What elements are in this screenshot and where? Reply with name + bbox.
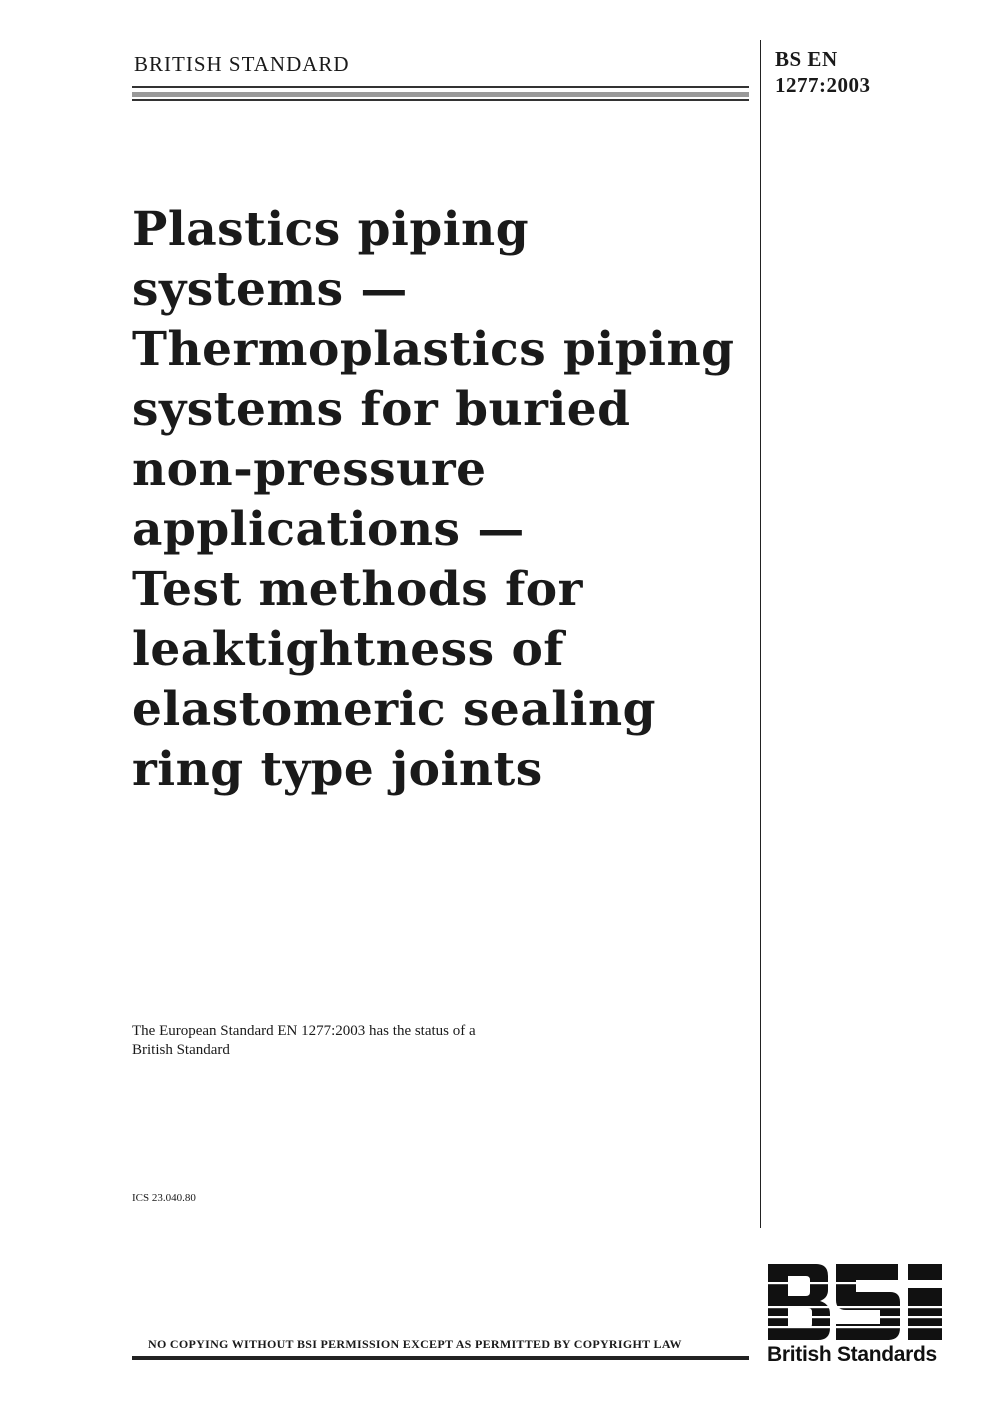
title-line: Thermoplastics piping bbox=[132, 322, 735, 377]
title-line: elastomeric sealing bbox=[132, 682, 657, 737]
header-rule-top bbox=[132, 86, 749, 88]
title-line: Plastics piping bbox=[132, 202, 530, 257]
header-rule-bottom bbox=[132, 99, 749, 101]
status-line1: The European Standard EN 1277:2003 has the status of a bbox=[132, 1023, 476, 1039]
footer-rule bbox=[132, 1356, 749, 1360]
title-line: leaktightness of bbox=[132, 622, 565, 677]
bsi-logo-caption: British Standards bbox=[767, 1343, 937, 1366]
header-rule-middle bbox=[132, 92, 749, 97]
standard-number-line1: BS EN bbox=[775, 47, 838, 71]
document-type-label: BRITISH STANDARD bbox=[134, 52, 350, 76]
status-statement bbox=[132, 1022, 476, 1060]
title-line: applications — bbox=[132, 502, 525, 557]
title-line: non-pressure bbox=[132, 442, 487, 497]
title-line: systems for buried bbox=[132, 382, 631, 437]
status-line2: British Standard bbox=[132, 1042, 230, 1058]
document-title bbox=[132, 200, 752, 800]
title-line: Test methods for bbox=[132, 562, 583, 617]
title-line: ring type joints bbox=[132, 742, 543, 797]
standard-number-line2: 1277:2003 bbox=[775, 73, 871, 97]
title-line: systems — bbox=[132, 262, 408, 317]
ics-code: ICS 23.040.80 bbox=[132, 1192, 196, 1204]
standard-number bbox=[775, 46, 871, 98]
vertical-divider bbox=[760, 40, 761, 1228]
copyright-notice: NO COPYING WITHOUT BSI PERMISSION EXCEPT AS PERMITTED BY COPYRIGHT LAW bbox=[148, 1337, 682, 1351]
